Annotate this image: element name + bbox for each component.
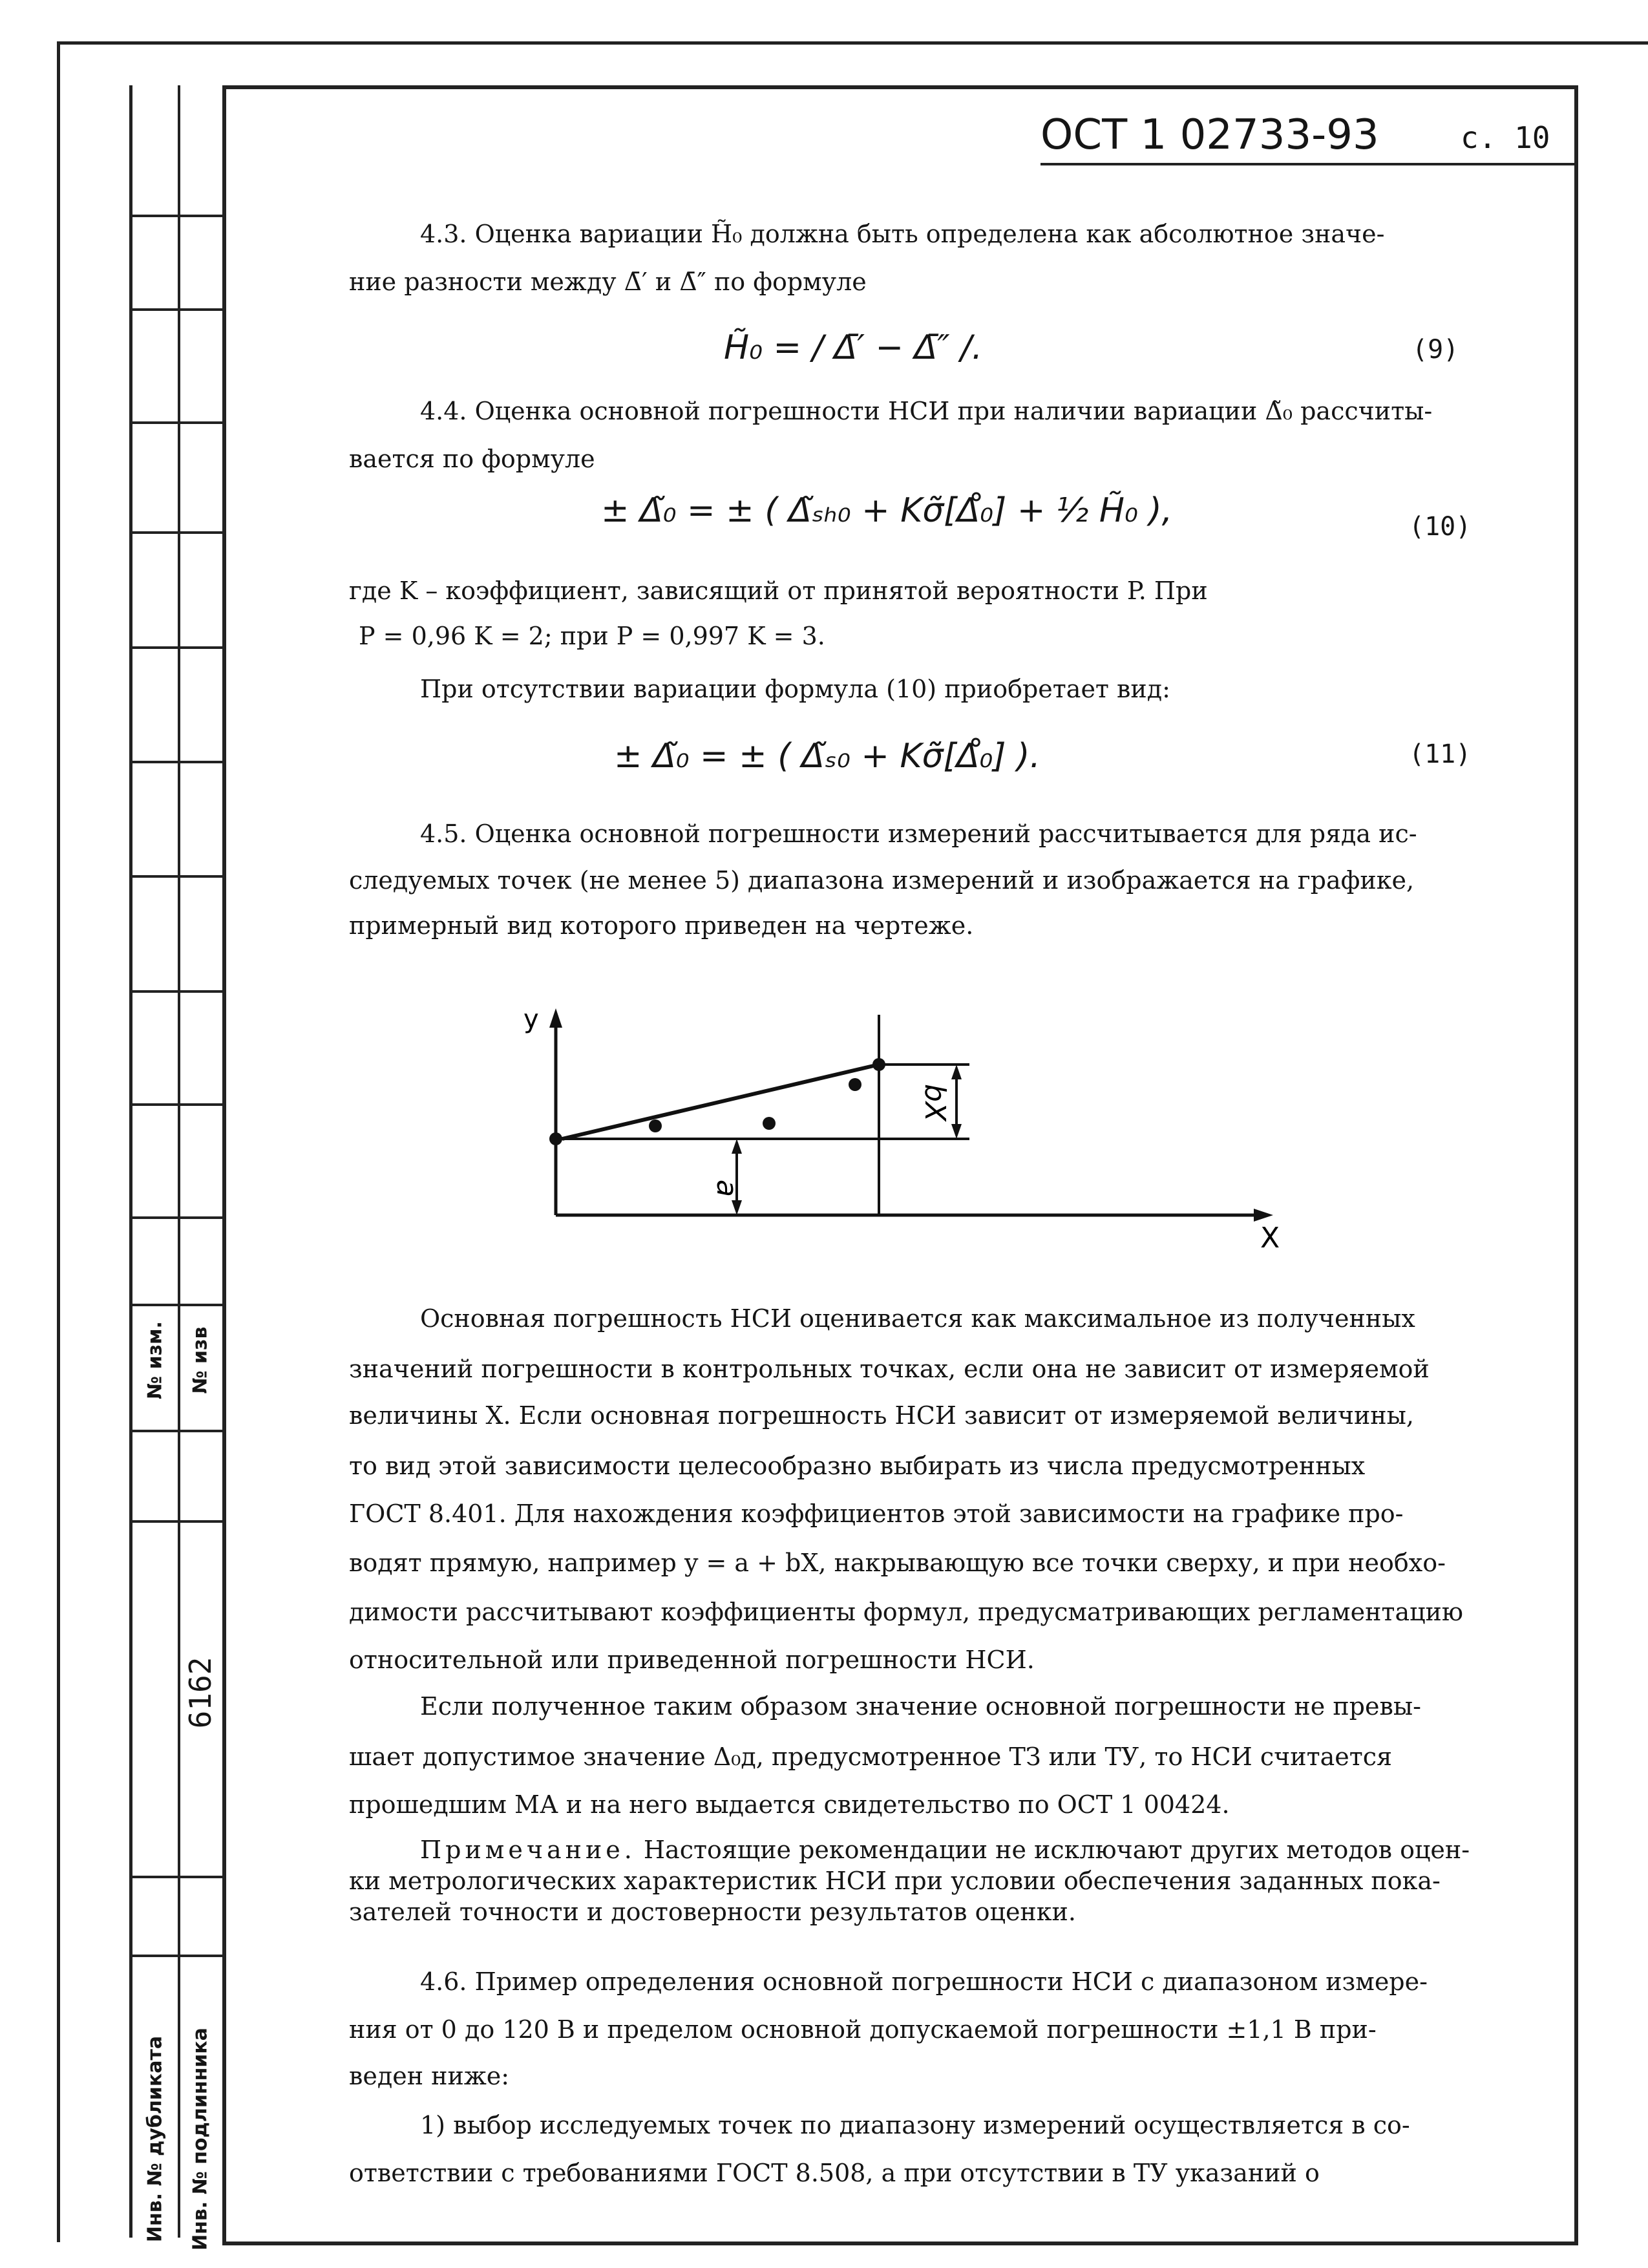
bx-label: bX bbox=[918, 1084, 951, 1122]
note-text: Настоящие рекомендации не исключают других методов оцен- bbox=[635, 1836, 1470, 1864]
margin-cell-line bbox=[132, 1103, 226, 1106]
x-axis-arrow bbox=[1254, 1209, 1273, 1222]
margin-cell-line bbox=[132, 1430, 226, 1432]
error-graph-figure bbox=[504, 995, 1305, 1267]
section-4-6-line-1: 4.6. Пример определения основной погрешности НСИ с диапазоном измере- bbox=[420, 1967, 1428, 1996]
conclusion-line-3: прошедшим МА и на него выдается свидетельство по ОСТ 1 00424. bbox=[349, 1790, 1230, 1819]
note-line-2: ки метрологических характеристик НСИ при условии обеспечения заданных пока- bbox=[349, 1867, 1441, 1895]
inv-original-label: Инв. № подлинника bbox=[189, 2028, 212, 2251]
main-text-line-5: ГОСТ 8.401. Для нахождения коэффициентов этой зависимости на графике про- bbox=[349, 1500, 1404, 1528]
rev-no-label: № изм. bbox=[143, 1321, 167, 1399]
margin-cell-line bbox=[132, 761, 226, 763]
main-text-line-2: значений погрешности в контрольных точках, если она не зависит от измеряемой bbox=[349, 1355, 1430, 1383]
margin-cell-line bbox=[132, 1304, 226, 1306]
section-4-3-line-2: ние разности между Δ̄′ и Δ̄″ по формуле bbox=[349, 268, 867, 296]
note-label: Примечание. bbox=[420, 1836, 636, 1864]
margin-cell-line bbox=[132, 646, 226, 649]
data-point bbox=[763, 1117, 776, 1130]
bx-arrow-bottom bbox=[951, 1124, 962, 1139]
section-4-4-line-1: 4.4. Оценка основной погрешности НСИ при наличии вариации Δ̃₀ рассчиты- bbox=[420, 397, 1433, 425]
end-point bbox=[872, 1058, 885, 1071]
section-4-4-line-2: вается по формуле bbox=[349, 445, 595, 473]
conclusion-line-1: Если полученное таким образом значение основной погрешности не превы- bbox=[420, 1692, 1421, 1721]
item-1-line-2: ответствии с требованиями ГОСТ 8.508, а при отсутствии в ТУ указаний о bbox=[349, 2159, 1320, 2187]
section-4-6-line-2: ния от 0 до 120 В и пределом основной допускаемой погрешности ±1,1 В при- bbox=[349, 2015, 1377, 2044]
y-axis-arrow bbox=[549, 1008, 562, 1028]
header-underline bbox=[1041, 163, 1577, 165]
a-label: a bbox=[710, 1180, 743, 1197]
y-axis-label: y bbox=[523, 1004, 539, 1034]
margin-cell-line bbox=[132, 990, 226, 993]
section-4-5-line-1: 4.5. Оценка основной погрешности измерений рассчитывается для ряда ис- bbox=[420, 820, 1417, 848]
section-4-5-line-3: примерный вид которого приведен на чертеже. bbox=[349, 911, 974, 940]
section-4-5-line-2: следуемых точек (не менее 5) диапазона измерений и изображается на графике, bbox=[349, 866, 1415, 895]
no-variation-text: При отсутствии вариации формула (10) приобретает вид: bbox=[420, 675, 1170, 703]
formula-9: H̃₀ = / Δ̄′ − Δ̄″ /. bbox=[724, 328, 983, 367]
bx-arrow-top bbox=[951, 1065, 962, 1079]
section-4-3-line-1: 4.3. Оценка вариации H̃₀ должна быть определена как абсолютное значе- bbox=[420, 220, 1385, 248]
formula-10: ± Δ̃₀ = ± ( Δ̃ₛₕ₀ + Kσ̃[Δ̊₀] + ½ H̃₀ ), bbox=[601, 491, 1173, 530]
main-text-line-4: то вид этой зависимости целесообразно выбирать из числа предусмотренных bbox=[349, 1452, 1366, 1480]
a-arrow-top bbox=[732, 1139, 742, 1154]
formula-9-number: (9) bbox=[1412, 335, 1459, 365]
formula-11-number: (11) bbox=[1409, 739, 1472, 769]
x-axis-label: X bbox=[1260, 1222, 1280, 1255]
fit-line bbox=[562, 1065, 879, 1139]
inventory-number: 6162 bbox=[183, 1657, 218, 1729]
section-4-6-line-3: веден ниже: bbox=[349, 2062, 510, 2090]
main-text-line-6: водят прямую, например y = a + bX, накрывающую все точки сверху, и при необхо- bbox=[349, 1549, 1446, 1577]
coefficient-line-1: где K – коэффициент, зависящий от принятой вероятности P. При bbox=[349, 577, 1208, 605]
note-line-3: зателей точности и достоверности результатов оценки. bbox=[349, 1898, 1076, 1926]
page-number: с. 10 bbox=[1461, 120, 1550, 155]
document-code: ОСТ 1 02733-93 bbox=[1041, 111, 1379, 159]
inv-duplicate-label: Инв. № дубликата bbox=[143, 2035, 167, 2243]
conclusion-line-2: шает допустимое значение Δ₀д, предусмотренное ТЗ или ТУ, то НСИ считается bbox=[349, 1743, 1393, 1771]
margin-cell-line bbox=[132, 1216, 226, 1219]
margin-stamp-column bbox=[129, 85, 226, 2251]
margin-cell-line bbox=[132, 1955, 226, 1957]
page-header bbox=[1041, 111, 1577, 169]
coefficient-line-2: P = 0,96 K = 2; при P = 0,997 K = 3. bbox=[359, 622, 825, 650]
margin-cell-line bbox=[132, 421, 226, 424]
formula-10-number: (10) bbox=[1409, 512, 1472, 542]
margin-divider bbox=[178, 85, 180, 2238]
data-point bbox=[849, 1078, 861, 1091]
margin-cell-line bbox=[132, 215, 226, 217]
origin-point bbox=[549, 1132, 562, 1145]
main-text-line-7: димости рассчитывают коэффициенты формул, предусматривающих регламентацию bbox=[349, 1598, 1463, 1626]
margin-cell-line bbox=[132, 531, 226, 534]
formula-11: ± Δ̃₀ = ± ( Δ̃ₛ₀ + Kσ̃[Δ̊₀] ). bbox=[614, 737, 1041, 776]
main-text-line-3: величины X. Если основная погрешность НСИ зависит от измеряемой величины, bbox=[349, 1401, 1414, 1430]
margin-cell-line bbox=[132, 1520, 226, 1523]
note-line-1 bbox=[420, 1836, 1470, 1864]
main-text-line-8: относительной или приведенной погрешности НСИ. bbox=[349, 1646, 1035, 1674]
a-arrow-bottom bbox=[732, 1200, 742, 1215]
margin-cell-line bbox=[132, 875, 226, 878]
main-text-line-1: Основная погрешность НСИ оценивается как максимальное из полученных bbox=[420, 1304, 1415, 1333]
margin-cell-line bbox=[132, 1876, 226, 1878]
margin-cell-line bbox=[132, 308, 226, 311]
item-1-line-1: 1) выбор исследуемых точек по диапазону измерений осуществляется в со- bbox=[420, 2111, 1410, 2139]
notice-no-label: № изв bbox=[189, 1326, 212, 1394]
data-point bbox=[649, 1119, 662, 1132]
